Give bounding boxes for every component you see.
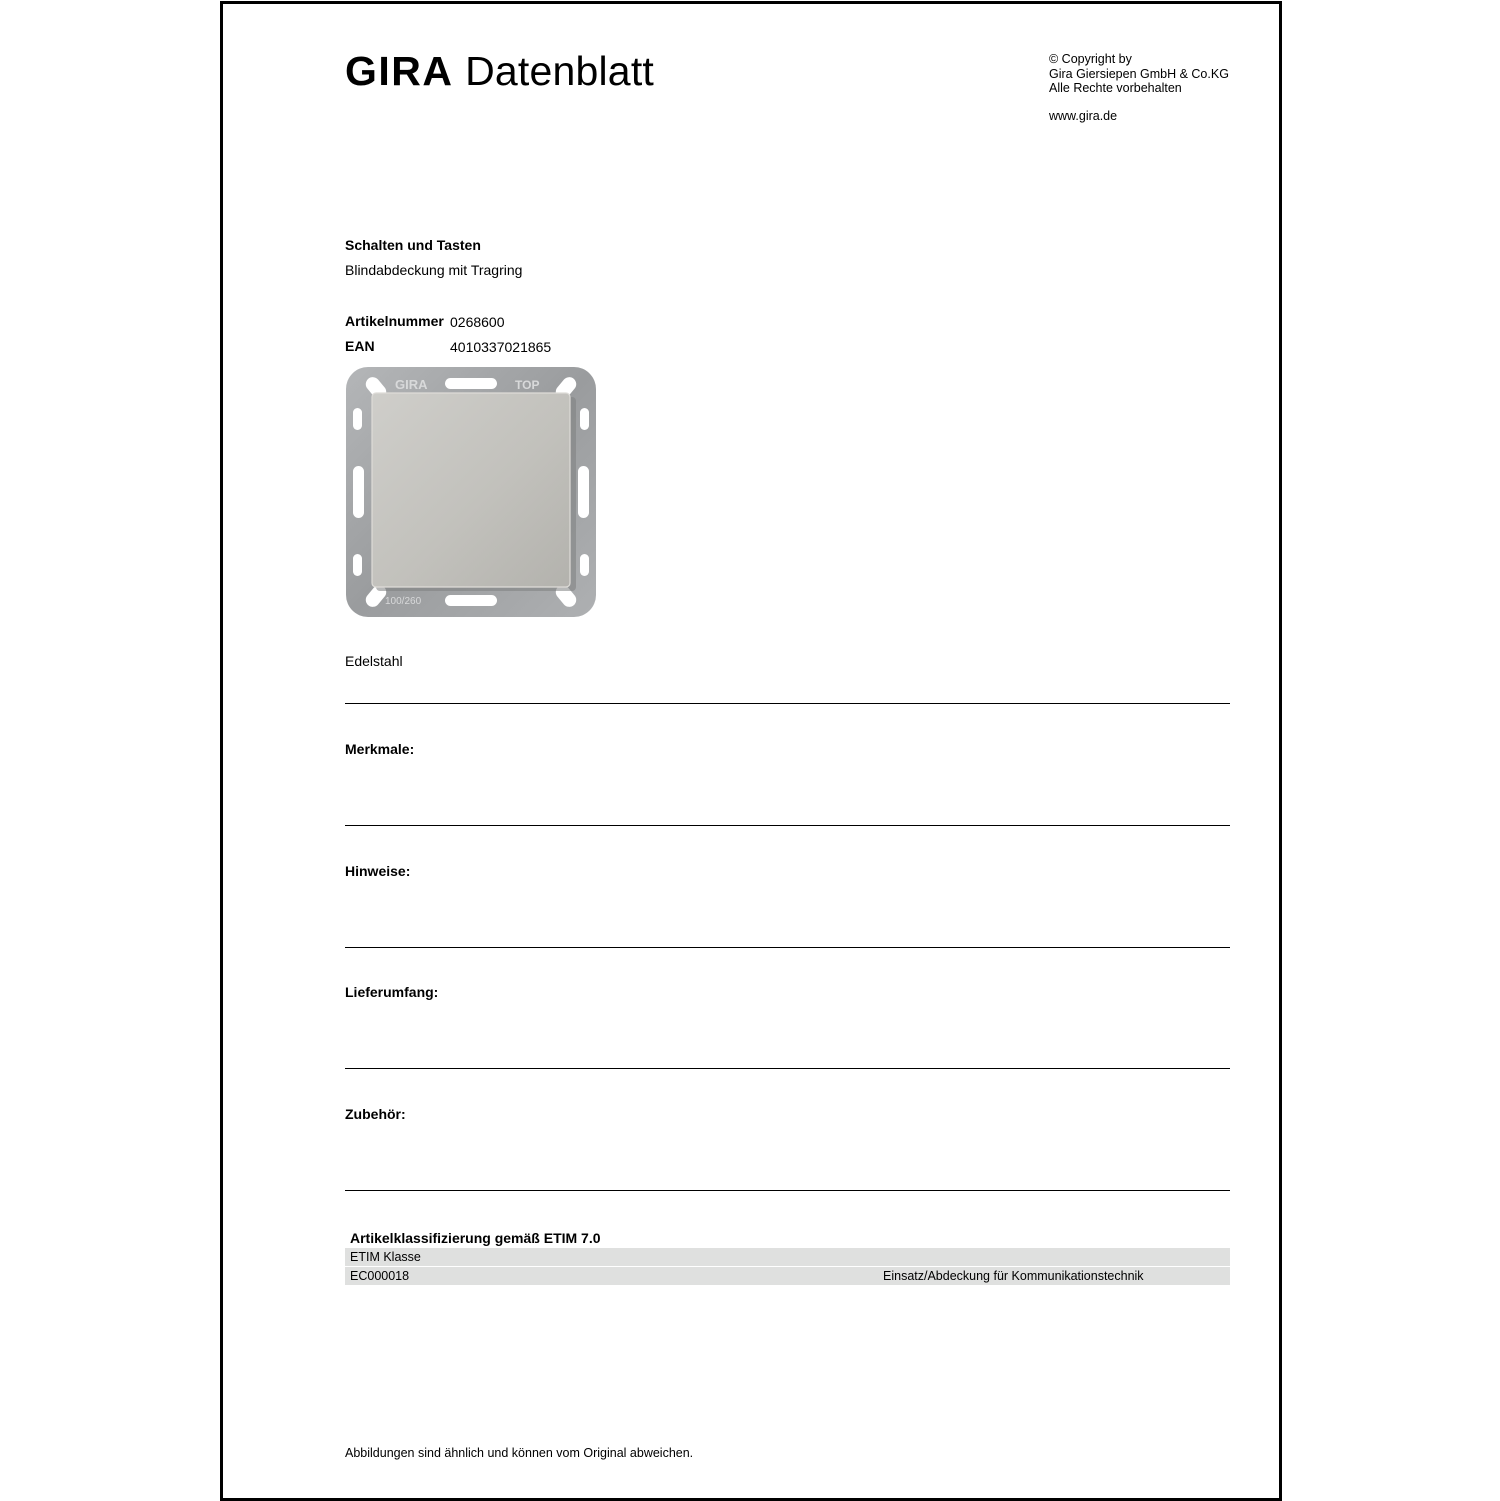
section-heading-lieferumfang: Lieferumfang: xyxy=(345,984,439,1000)
divider xyxy=(345,1068,1230,1069)
etim-title: Artikelklassifizierung gemäß ETIM 7.0 xyxy=(350,1230,601,1246)
divider xyxy=(345,947,1230,948)
ring-imprint: 100/260 xyxy=(385,596,422,607)
cover-plate xyxy=(372,393,570,587)
footnote: Abbildungen sind ähnlich und können vom Original abweichen. xyxy=(345,1446,694,1460)
datasheet-page xyxy=(220,1,1282,1501)
copyright-notice xyxy=(1049,52,1229,96)
divider xyxy=(345,825,1230,826)
section-heading-merkmale: Merkmale: xyxy=(345,741,415,757)
gira-logo: GIRA xyxy=(345,48,454,94)
ean-label: EAN xyxy=(345,338,375,354)
article-number-label: Artikelnummer xyxy=(345,313,444,329)
etim-data-row xyxy=(345,1267,1230,1285)
section-heading-zubehoer: Zubehör: xyxy=(345,1106,406,1122)
divider xyxy=(345,1190,1230,1191)
ring-imprint: GIRA xyxy=(395,377,428,392)
ean-value: 4010337021865 xyxy=(450,339,552,355)
website-link[interactable]: www.gira.de xyxy=(1049,109,1118,123)
product-category: Schalten und Tasten xyxy=(345,237,481,253)
material-label: Edelstahl xyxy=(345,653,403,669)
copyright-line: © Copyright by xyxy=(1049,52,1132,66)
product-name: Blindabdeckung mit Tragring xyxy=(345,262,523,278)
etim-header-row xyxy=(345,1248,1230,1266)
etim-class-label: ETIM Klasse xyxy=(350,1250,421,1264)
ring-imprint: TOP xyxy=(515,378,540,392)
divider xyxy=(345,703,1230,704)
section-heading-hinweise: Hinweise: xyxy=(345,863,411,879)
copyright-line: Gira Giersiepen GmbH & Co.KG xyxy=(1049,66,1229,81)
etim-class-description: Einsatz/Abdeckung für Kommunikationstechnik xyxy=(883,1269,1144,1283)
brand-heading xyxy=(345,48,654,94)
copyright-line: Alle Rechte vorbehalten xyxy=(1049,81,1182,95)
document-type-title: Datenblatt xyxy=(465,48,654,94)
product-image xyxy=(345,366,597,618)
etim-class-code: EC000018 xyxy=(350,1269,410,1283)
article-number-value: 0268600 xyxy=(450,314,505,330)
